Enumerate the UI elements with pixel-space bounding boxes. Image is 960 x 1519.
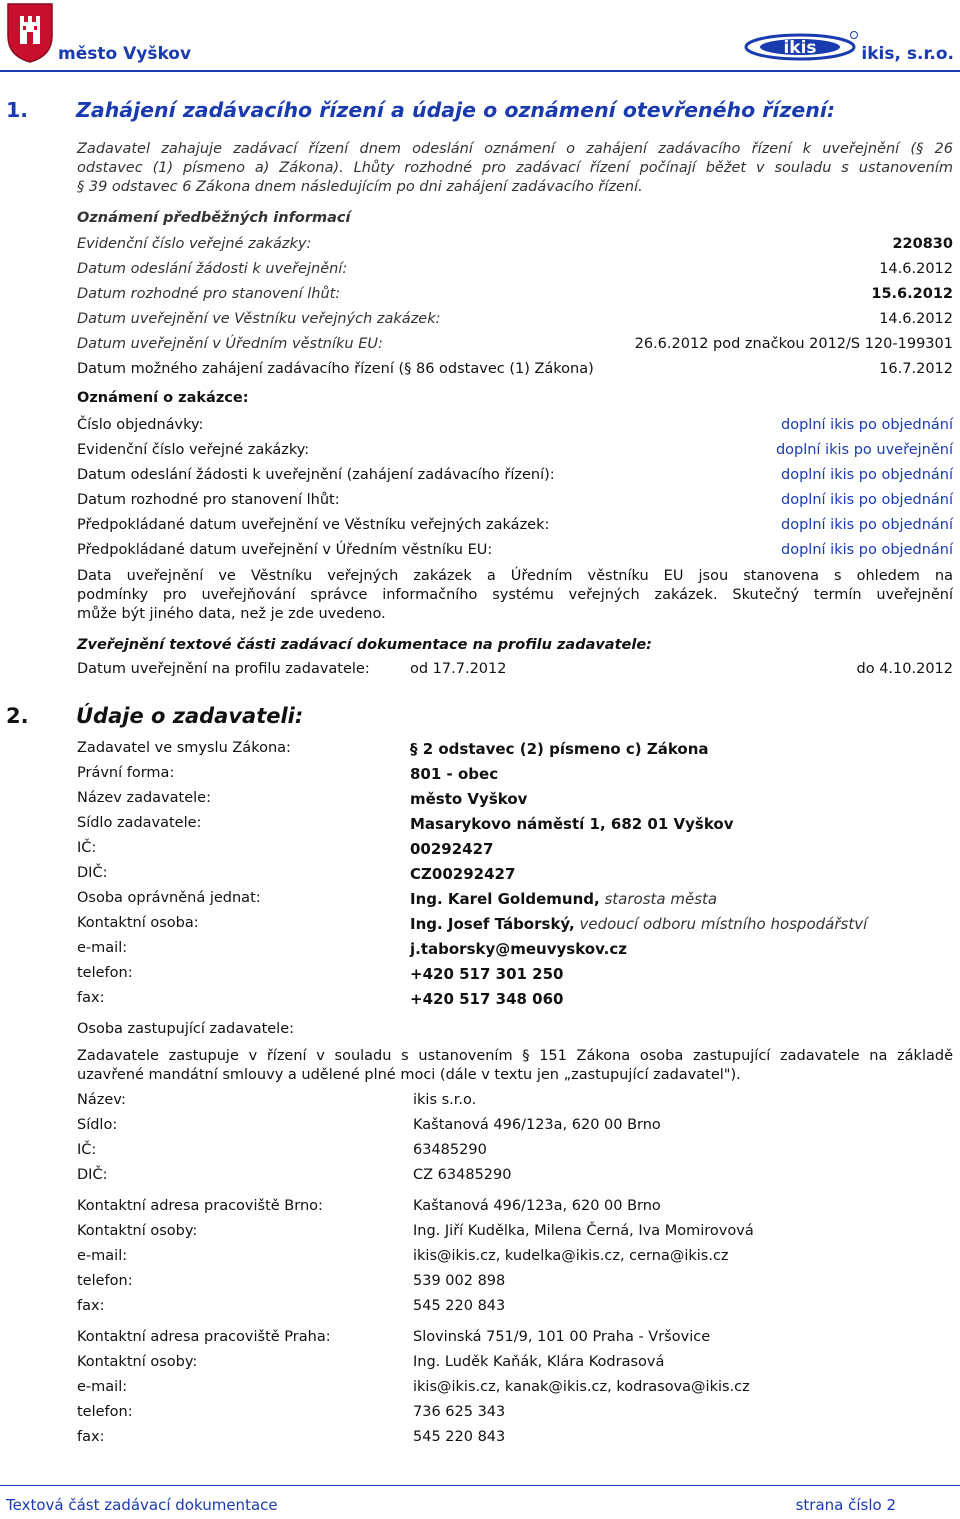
praha-label: e-mail: bbox=[77, 1379, 128, 1395]
contracting-label: e-mail: bbox=[77, 940, 128, 956]
ikis-logo bbox=[744, 30, 860, 64]
contracting-label: DIČ: bbox=[77, 865, 108, 881]
section2-heading: 2. Údaje o zadavateli: bbox=[6, 704, 304, 728]
prelim-row: Datum odeslání žádosti k uveřejnění: 14.6.2012 bbox=[77, 261, 953, 277]
header-city-name: město Vyškov bbox=[58, 44, 192, 64]
contracting-value: CZ00292427 bbox=[410, 865, 516, 883]
contracting-value: Masarykovo náměstí 1, 682 01 Vyškov bbox=[410, 815, 734, 833]
brno-label: e-mail: bbox=[77, 1248, 128, 1264]
prelim-row: Datum uveřejnění ve Věstníku veřejných zakázek: 14.6.2012 bbox=[77, 311, 953, 327]
contracting-value: 00292427 bbox=[410, 840, 494, 858]
profile-row: Datum uveřejnění na profilu zadavatele: od 17.7.2012 do 4.10.2012 bbox=[77, 661, 953, 677]
praha-label: Kontaktní osoby: bbox=[77, 1354, 198, 1370]
city-crest-logo bbox=[6, 2, 54, 64]
rep-label: Název: bbox=[77, 1092, 126, 1108]
brno-label: fax: bbox=[77, 1298, 105, 1314]
footer-page-number: strana číslo 2 bbox=[795, 1496, 896, 1514]
contracting-value: § 2 odstavec (2) písmeno c) Zákona bbox=[410, 740, 709, 758]
rep-value: 63485290 bbox=[413, 1142, 487, 1158]
rep-label: IČ: bbox=[77, 1142, 97, 1158]
rep-value: CZ 63485290 bbox=[413, 1167, 512, 1183]
rep-label: Sídlo: bbox=[77, 1117, 118, 1133]
praha-label: Kontaktní adresa pracoviště Praha: bbox=[77, 1329, 331, 1345]
contracting-label: Sídlo zadavatele: bbox=[77, 815, 202, 831]
brno-label: telefon: bbox=[77, 1273, 133, 1289]
contracting-label: fax: bbox=[77, 990, 105, 1006]
rep-value: ikis s.r.o. bbox=[413, 1092, 477, 1108]
praha-value: ikis@ikis.cz, kanak@ikis.cz, kodrasova@ikis.cz bbox=[413, 1379, 750, 1395]
contracting-label: Zadavatel ve smyslu Zákona: bbox=[77, 740, 291, 756]
section1-heading: 1. Zahájení zadávacího řízení a údaje o oznámení otevřeného řízení: bbox=[6, 98, 836, 122]
prelim-heading: Oznámení předběžných informací bbox=[77, 210, 351, 226]
prelim-row: Datum rozhodné pro stanovení lhůt: 15.6.2012 bbox=[77, 286, 953, 302]
contracting-value: +420 517 301 250 bbox=[410, 965, 564, 983]
praha-value: Ing. Luděk Kaňák, Klára Kodrasová bbox=[413, 1354, 665, 1370]
prelim-row: Evidenční číslo veřejné zakázky: 220830 bbox=[77, 236, 953, 252]
contracting-value: j.taborsky@meuvyskov.cz bbox=[410, 940, 627, 958]
brno-label: Kontaktní osoby: bbox=[77, 1223, 198, 1239]
praha-value: 736 625 343 bbox=[413, 1404, 506, 1420]
contracting-value: Ing. Josef Táborský, vedoucí odboru místního hospodářství bbox=[410, 915, 868, 933]
rep-text: Zadavatele zastupuje v řízení v souladu s ustanovením § 151 Zákona osoba zastupující zadavatele na základě uzavřené mandátní smlouvy a udělené plné moci (dále v textu jen „zastupující zadavatel"). bbox=[77, 1048, 953, 1083]
brno-label: Kontaktní adresa pracoviště Brno: bbox=[77, 1198, 323, 1214]
rep-value: Kaštanová 496/123a, 620 00 Brno bbox=[413, 1117, 661, 1133]
praha-label: telefon: bbox=[77, 1404, 133, 1420]
contracting-value: 801 - obec bbox=[410, 765, 499, 783]
contracting-value: Ing. Karel Goldemund, starosta města bbox=[410, 890, 718, 908]
brno-value: ikis@ikis.cz, kudelka@ikis.cz, cerna@ikis.cz bbox=[413, 1248, 729, 1264]
ikis-logo-text: ikis bbox=[783, 38, 817, 58]
footer-doc-title: Textová část zadávací dokumentace bbox=[6, 1496, 278, 1514]
praha-value: 545 220 843 bbox=[413, 1429, 506, 1445]
contracting-value: +420 517 348 060 bbox=[410, 990, 564, 1008]
prelim-row: Datum uveřejnění v Úředním věstníku EU: 26.6.2012 pod značkou 2012/S 120-199301 bbox=[77, 336, 953, 352]
rep-heading: Osoba zastupující zadavatele: bbox=[77, 1021, 295, 1037]
brno-value: Ing. Jiří Kudělka, Milena Černá, Iva Momirovová bbox=[413, 1223, 754, 1239]
section1-intro: Zadavatel zahajuje zadávací řízení dnem odeslání oznámení o zahájení zadávacího řízení k uveřejnění (§ 26 odstavec (1) písmeno a) Zákona). Lhůty rozhodné pro zadávací řízení počínají běžet v souladu s ustanovením § 39 odstavec 6 Zákona dnem následujícím po dni zahájení zadávacího řízení. bbox=[77, 141, 953, 195]
contracting-label: Název zadavatele: bbox=[77, 790, 211, 806]
profile-heading: Zveřejnění textové části zadávací dokumentace na profilu zadavatele: bbox=[77, 637, 652, 653]
contracting-label: Právní forma: bbox=[77, 765, 175, 781]
contracting-label: IČ: bbox=[77, 840, 97, 856]
contracting-label: telefon: bbox=[77, 965, 133, 981]
header-divider bbox=[0, 70, 960, 72]
notice-row: Předpokládané datum uveřejnění v Úředním věstníku EU: doplní ikis po objednání bbox=[77, 542, 953, 558]
notice-row: Datum odeslání žádosti k uveřejnění (zahájení zadávacího řízení): doplní ikis po objednání bbox=[77, 467, 953, 483]
rep-label: DIČ: bbox=[77, 1167, 108, 1183]
brno-value: 539 002 898 bbox=[413, 1273, 506, 1289]
notice-row: Datum rozhodné pro stanovení lhůt: doplní ikis po objednání bbox=[77, 492, 953, 508]
notice-row: Předpokládané datum uveřejnění ve Věstníku veřejných zakázek: doplní ikis po objednání bbox=[77, 517, 953, 533]
publication-note: Data uveřejnění ve Věstníku veřejných zakázek a Úředním věstníku EU jsou stanovena s ohledem na podmínky pro uveřejňování správce informačního systému veřejných zakázek. Skutečný termín uveřejnění může být jiného data, než je zde uvedeno. bbox=[77, 568, 953, 622]
notice-row: Evidenční číslo veřejné zakázky: doplní ikis po uveřejnění bbox=[77, 442, 953, 458]
footer-divider bbox=[0, 1485, 960, 1486]
header-company-name: ikis, s.r.o. bbox=[861, 44, 954, 64]
notice-heading: Oznámení o zakázce: bbox=[77, 390, 249, 406]
notice-row: Číslo objednávky: doplní ikis po objednání bbox=[77, 417, 953, 433]
contracting-label: Kontaktní osoba: bbox=[77, 915, 199, 931]
contracting-label: Osoba oprávněná jednat: bbox=[77, 890, 261, 906]
contracting-value: město Vyškov bbox=[410, 790, 528, 808]
brno-value: 545 220 843 bbox=[413, 1298, 506, 1314]
praha-label: fax: bbox=[77, 1429, 105, 1445]
prelim-row: Datum možného zahájení zadávacího řízení (§ 86 odstavec (1) Zákona) 16.7.2012 bbox=[77, 361, 953, 377]
praha-value: Slovinská 751/9, 101 00 Praha - Vršovice bbox=[413, 1329, 711, 1345]
brno-value: Kaštanová 496/123a, 620 00 Brno bbox=[413, 1198, 661, 1214]
